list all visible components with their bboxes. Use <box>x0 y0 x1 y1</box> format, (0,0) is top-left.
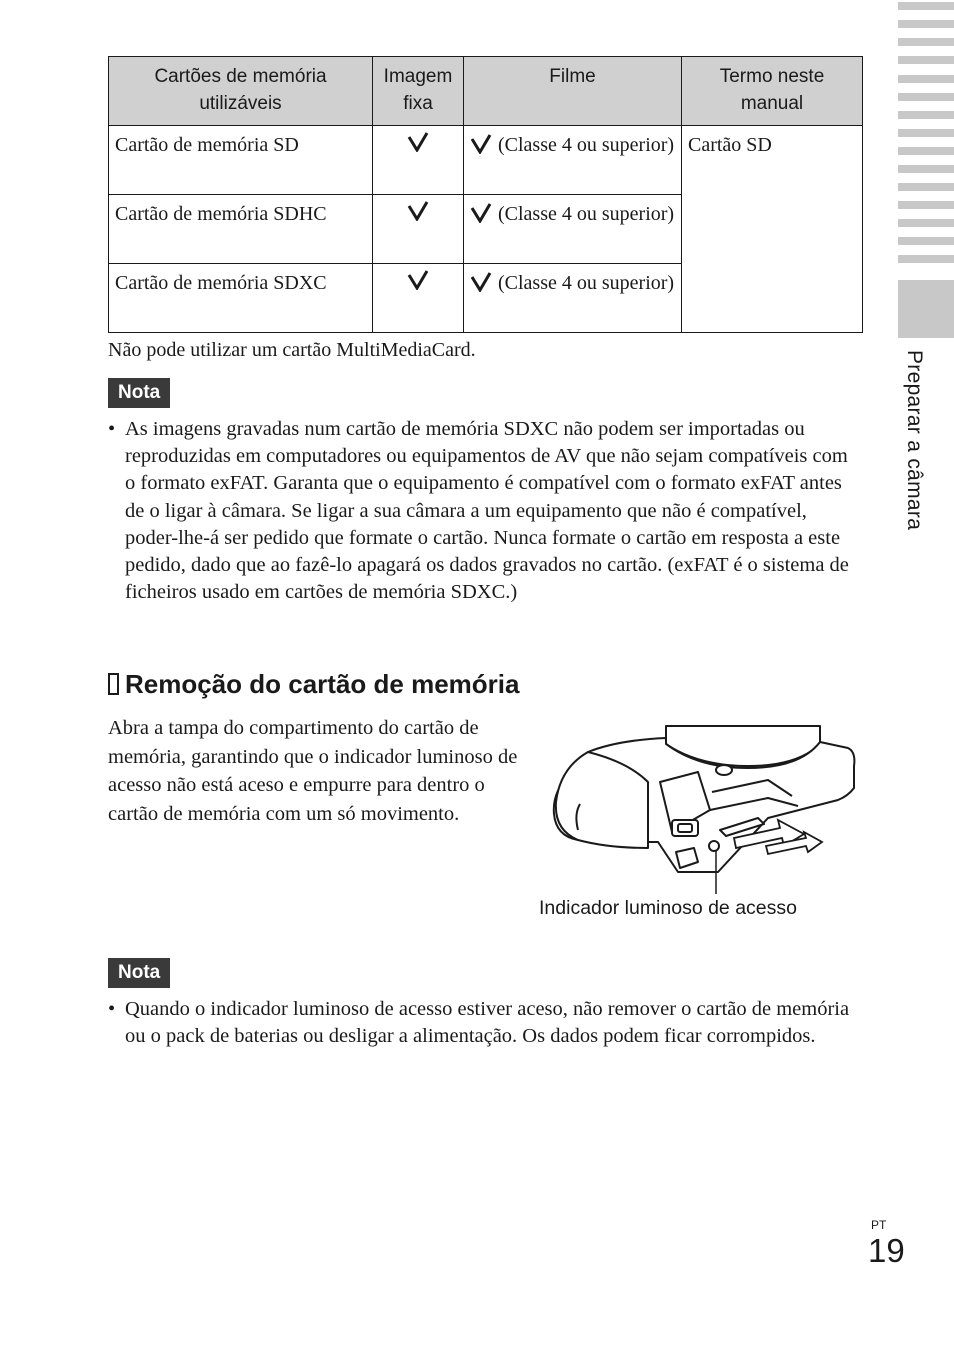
movie-cell <box>464 195 682 264</box>
still-image-cell <box>373 264 464 333</box>
note-text: As imagens gravadas num cartão de memória SDXC não podem ser importadas ou reproduzidas em computadores ou equipamentos de AV que não sejam compatíveis com o formato exFAT. Garanta que o equipamento é compatível com o formato exFAT antes de o ligar à câmara. Se ligar a sua câmara a um equipamento que não é compatível, poder-lhe-á ser pedido que formate o cartão. Nunca formate o cartão em resposta a este pedido, dado que ao fazê-lo apagará os dados gravados no cartão. (exFAT é o sistema de ficheiros usado em cartões de memória SDXC.) <box>125 418 849 604</box>
note-badge: Nota <box>108 378 170 408</box>
figure-caption: Indicador luminoso de acesso <box>539 897 797 919</box>
camera-card-illustration <box>548 722 860 894</box>
card-name: Cartão de memória SDXC <box>109 264 373 333</box>
page-number: 19 <box>868 1232 905 1269</box>
still-image-cell <box>373 126 464 195</box>
section-body: Abra a tampa do compartimento do cartão de memória, garantindo que o indicador luminoso de acesso não está aceso e empurre para dentro o cartão de memória com um só movimento. <box>108 717 518 826</box>
card-name: Cartão de memória SDHC <box>109 195 373 264</box>
movie-cell <box>464 126 682 195</box>
side-tab-stripes <box>898 0 954 275</box>
table-header-row <box>109 57 863 126</box>
table-row <box>109 126 863 195</box>
movie-cell <box>464 264 682 333</box>
section-heading <box>108 668 519 700</box>
side-tab-text: Preparar a câmara <box>903 350 926 531</box>
note-bullet <box>108 416 862 606</box>
note-badge: Nota <box>108 958 170 988</box>
checkmark-icon <box>407 201 429 221</box>
still-image-cell <box>373 195 464 264</box>
bullet-dot: • <box>108 998 116 1020</box>
note-bullet <box>108 996 862 1050</box>
checkmark-icon <box>470 203 492 228</box>
header-term: Termo neste manual <box>682 57 863 126</box>
checkmark-icon <box>470 134 492 159</box>
checkmark-icon <box>407 270 429 290</box>
movie-class-text: (Classe 4 ou superior) <box>498 134 675 156</box>
header-cards: Cartões de memória utilizáveis <box>109 57 373 126</box>
checkmark-icon <box>407 132 429 152</box>
heading-marker-icon <box>108 673 119 695</box>
side-tab-block <box>898 280 954 338</box>
bullet-dot: • <box>108 418 116 440</box>
camera-illustration-icon <box>548 722 860 894</box>
movie-class-text: (Classe 4 ou superior) <box>498 272 675 294</box>
movie-class-text: (Classe 4 ou superior) <box>498 203 675 225</box>
header-still-image: Imagem fixa <box>373 57 464 126</box>
term-cell: Cartão SD <box>682 126 863 333</box>
section-title: Remoção do cartão de memória <box>125 669 520 699</box>
card-name: Cartão de memória SD <box>109 126 373 195</box>
mmc-note: Não pode utilizar um cartão MultiMediaCard. <box>108 339 476 361</box>
side-tab-label <box>902 350 942 570</box>
checkmark-icon <box>470 272 492 297</box>
note-text: Quando o indicador luminoso de acesso estiver aceso, não remover o cartão de memória ou o pack de baterias ou desligar a alimentação. Os dados podem ficar corrompidos. <box>125 998 850 1048</box>
memory-card-table <box>108 56 863 333</box>
header-movie: Filme <box>464 57 682 126</box>
language-label: PT <box>871 1218 887 1232</box>
